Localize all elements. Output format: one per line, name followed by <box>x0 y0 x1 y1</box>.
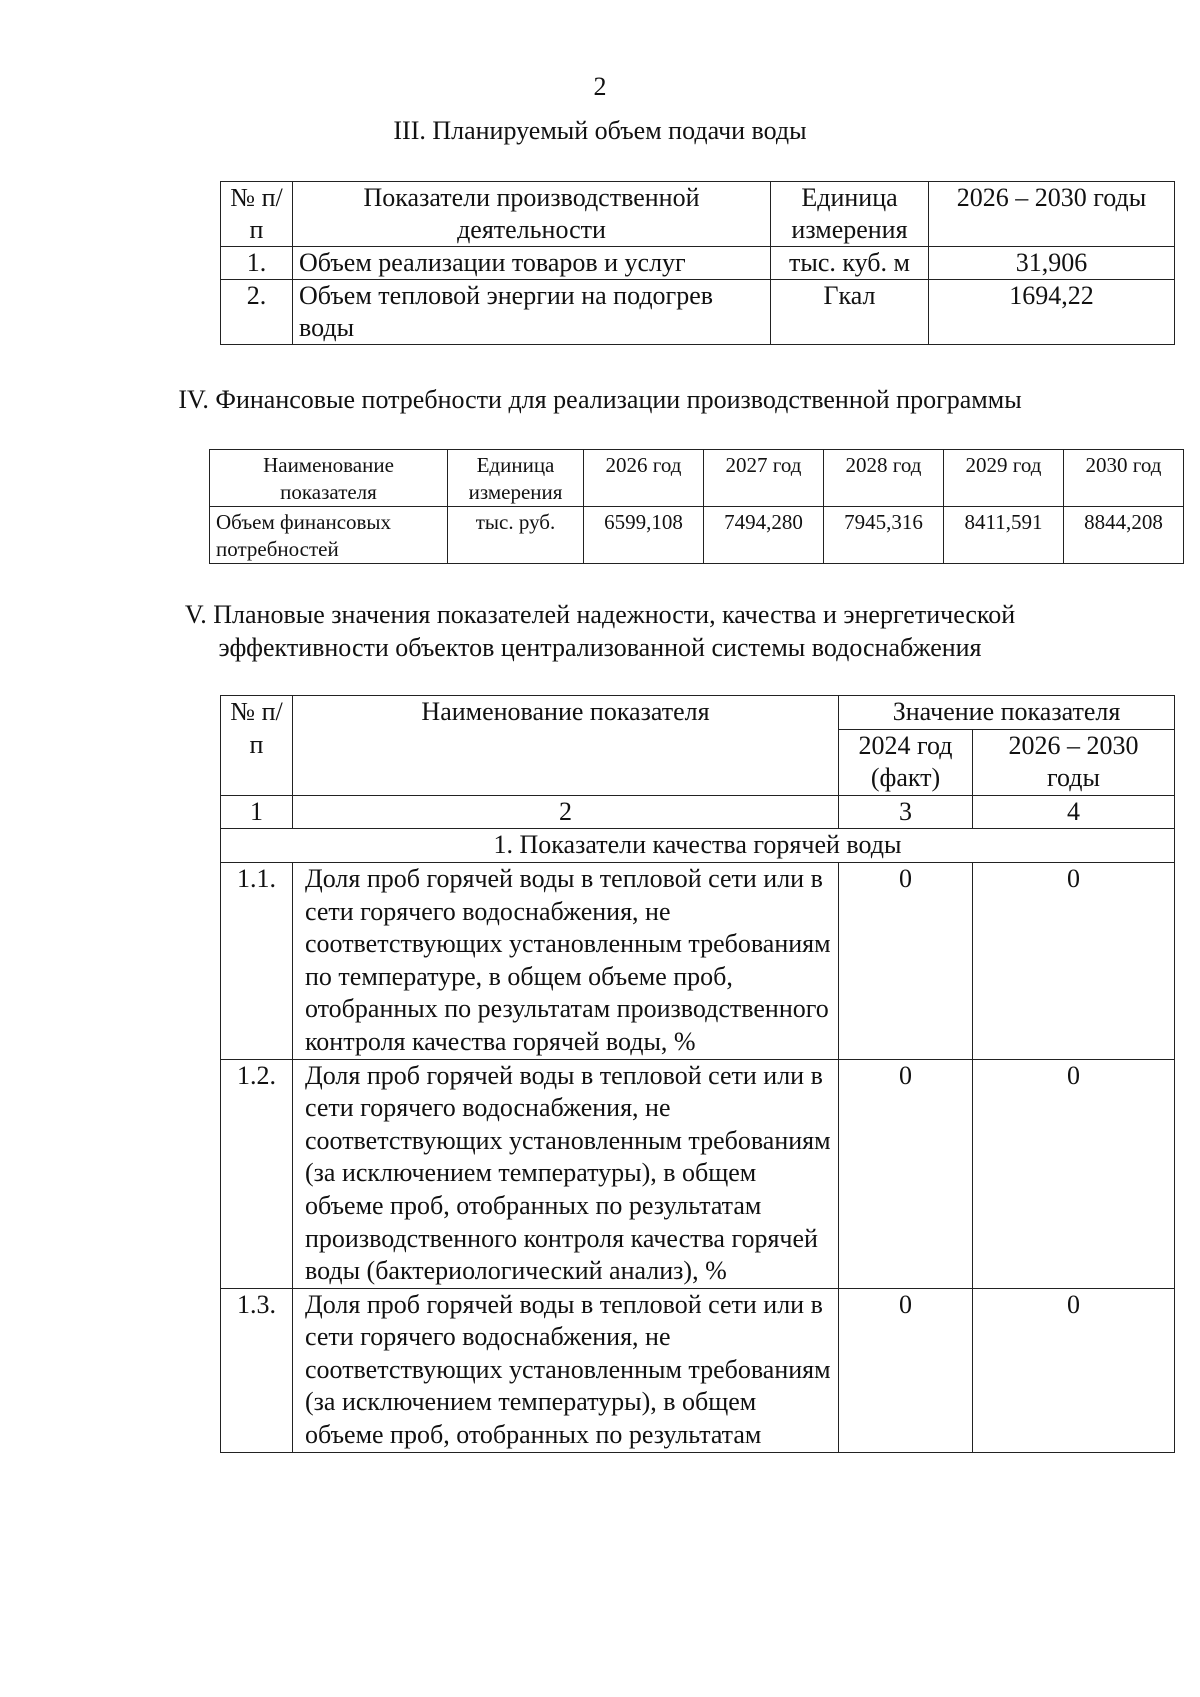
section5-title-line2: эффективности объектов централизованной системы водоснабжения <box>218 633 982 662</box>
col-number: 4 <box>973 795 1175 829</box>
value-2029: 8411,591 <box>944 507 1064 564</box>
page-number: 2 <box>593 72 607 101</box>
value-2027: 7494,280 <box>704 507 824 564</box>
row-name: Объем тепловой энергии на подогрев воды <box>293 280 771 345</box>
row-name: Доля проб горячей воды в тепловой сети или в сети горячего водоснабжения, не соответствующих установленным требованиям (за исключением температуры), в общем объеме проб, отобранных по результатам производственного контроля качества горячей воды (бактериологический анализ), % <box>293 1059 839 1288</box>
header-name: Наименование показателя <box>293 696 839 796</box>
value-2028: 7945,316 <box>824 507 944 564</box>
reliability-indicators-table <box>220 695 1175 1453</box>
header-indicator: Показатели производственной деятельности <box>293 182 771 247</box>
header-num: № п/п <box>221 182 293 247</box>
value-2026: 6599,108 <box>584 507 704 564</box>
col-number: 2 <box>293 795 839 829</box>
header-year-2026: 2026 год <box>584 450 704 507</box>
row-num: 1.2. <box>221 1059 293 1288</box>
row-name: Объем финансовых потребностей <box>210 507 448 564</box>
header-unit: Единица измерения <box>448 450 584 507</box>
value-period: 0 <box>973 862 1175 1059</box>
table-header-row <box>210 450 1184 507</box>
section3-title: III. Планируемый объем подачи воды <box>393 116 807 145</box>
header-period: 2026 – 2030 годы <box>929 182 1175 247</box>
row-name: Доля проб горячей воды в тепловой сети или в сети горячего водоснабжения, не соответствующих установленным требованиям по температуре, в общем объеме проб, отобранных по результатам производственного контроля качества горячей воды, % <box>293 862 839 1059</box>
col-number: 1 <box>221 795 293 829</box>
row-unit: тыс. руб. <box>448 507 584 564</box>
table-row <box>210 507 1184 564</box>
value-2030: 8844,208 <box>1064 507 1184 564</box>
table-row <box>221 862 1175 1059</box>
header-year-2030: 2030 год <box>1064 450 1184 507</box>
row-num: 1. <box>221 247 293 280</box>
table-header-row <box>221 182 1175 247</box>
table-row <box>221 247 1175 280</box>
header-num: № п/п <box>221 696 293 796</box>
group-title: 1. Показатели качества горячей воды <box>221 829 1175 863</box>
column-numbers-row <box>221 795 1175 829</box>
row-num: 2. <box>221 280 293 345</box>
value-2024: 0 <box>839 1059 973 1288</box>
value-period: 0 <box>973 1288 1175 1452</box>
row-num: 1.3. <box>221 1288 293 1452</box>
table-row <box>221 1059 1175 1288</box>
value-2024: 0 <box>839 862 973 1059</box>
row-unit: Гкал <box>771 280 929 345</box>
value-period: 0 <box>973 1059 1175 1288</box>
value-2024: 0 <box>839 1288 973 1452</box>
table-header-row <box>221 696 1175 730</box>
header-unit: Единица измерения <box>771 182 929 247</box>
header-period: 2026 – 2030 годы <box>973 729 1175 795</box>
section5-title-line1: V. Плановые значения показателей надежности, качества и энергетической <box>184 600 1016 629</box>
header-2024: 2024 год (факт) <box>839 729 973 795</box>
header-year-2028: 2028 год <box>824 450 944 507</box>
header-name: Наименование показателя <box>210 450 448 507</box>
header-value-group: Значение показателя <box>839 696 1175 730</box>
row-value: 1694,22 <box>929 280 1175 345</box>
financial-needs-table <box>209 449 1184 564</box>
header-year-2029: 2029 год <box>944 450 1064 507</box>
group-row <box>221 829 1175 863</box>
row-value: 31,906 <box>929 247 1175 280</box>
table-row <box>221 280 1175 345</box>
row-num: 1.1. <box>221 862 293 1059</box>
row-name: Доля проб горячей воды в тепловой сети или в сети горячего водоснабжения, не соответствующих установленным требованиям (за исключением температуры), в общем объеме проб, отобранных по результатам <box>293 1288 839 1452</box>
section4-title: IV. Финансовые потребности для реализации производственной программы <box>178 385 1022 414</box>
supply-volume-table <box>220 181 1175 345</box>
row-name: Объем реализации товаров и услуг <box>293 247 771 280</box>
row-unit: тыс. куб. м <box>771 247 929 280</box>
table-row <box>221 1288 1175 1452</box>
section5-title <box>0 598 1200 664</box>
col-number: 3 <box>839 795 973 829</box>
header-year-2027: 2027 год <box>704 450 824 507</box>
